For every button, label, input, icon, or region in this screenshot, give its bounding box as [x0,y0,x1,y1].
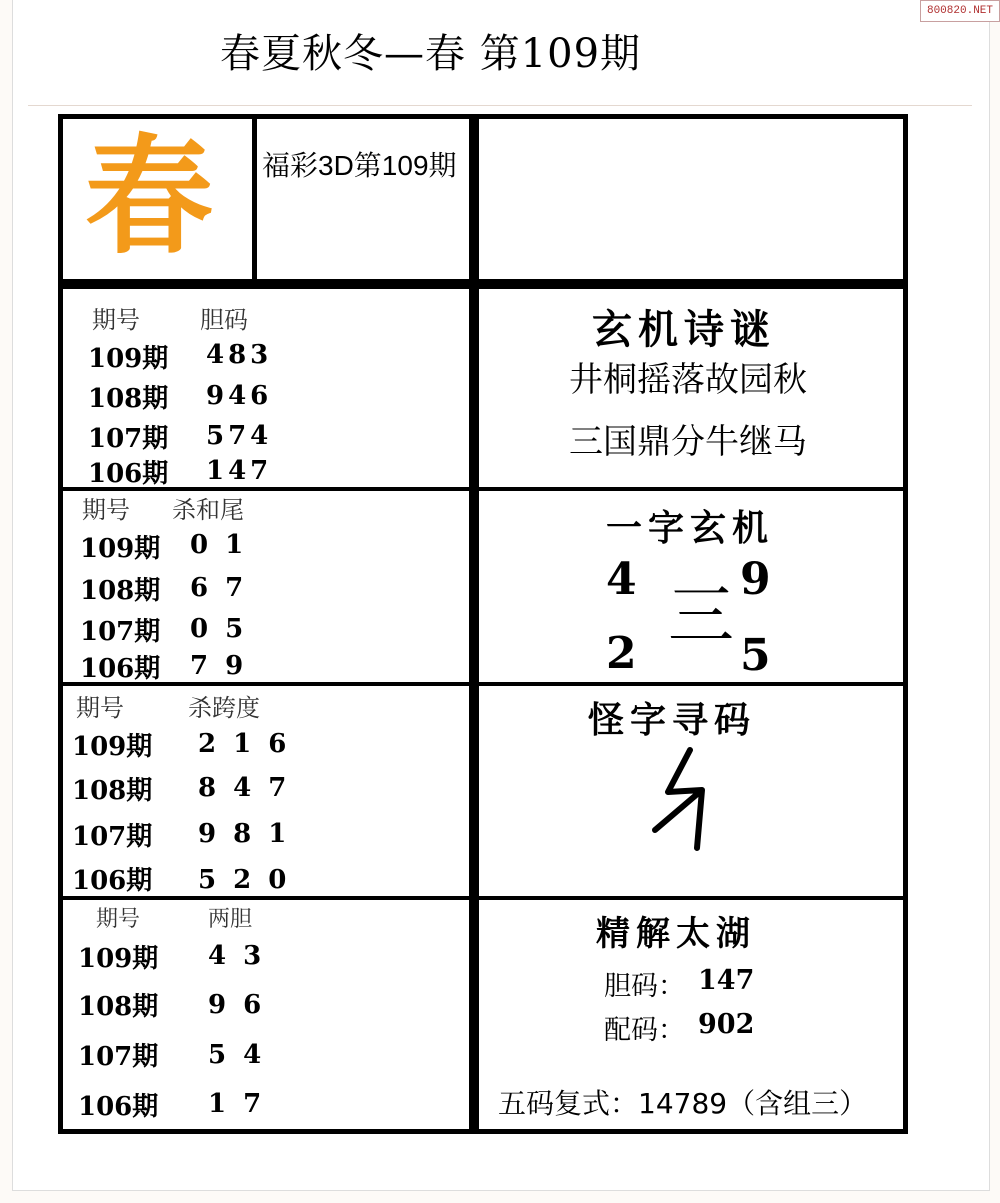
ld-period-108: 108期 [78,992,159,1022]
guaizi-title: 怪字寻码 [588,699,757,741]
skd-value-107: 9 8 1 [198,819,291,849]
shw-value-108: 6 7 [190,573,248,603]
ld-header-value: 两胆 [208,907,253,932]
dan-period-109: 109期 [88,344,169,374]
shw-period-108: 108期 [80,576,161,606]
row-divider-3 [58,682,908,686]
yizi-num-tr: 9 [740,554,771,605]
skd-period-107: 107期 [72,822,153,852]
shw-period-106: 106期 [80,654,161,684]
shw-value-107: 0 5 [190,614,248,644]
dan-value-107: 574 [206,421,273,451]
dan-period-107: 107期 [88,424,169,454]
season-char: 春 [85,122,214,272]
skd-period-109: 109期 [72,732,153,762]
dan-value-108: 946 [206,381,273,411]
title-divider [28,105,972,106]
site-watermark: 800820.NET [920,0,1000,22]
row-divider-1 [58,279,908,289]
dan-period-106: 106期 [88,459,169,489]
shw-value-106: 7 9 [190,651,248,681]
page-title: 春夏秋冬—春 第109期 [220,31,642,77]
ld-value-108: 9 6 [208,990,266,1020]
skd-header-period: 期号 [76,694,124,722]
yizi-title: 一字玄机 [606,507,775,549]
ld-value-107: 5 4 [208,1040,266,1070]
jingjie-title: 精解太湖 [596,914,756,954]
ld-period-106: 106期 [78,1092,159,1122]
dan-value-109: 483 [206,340,273,370]
jingjie-wuma: 五码复式：14789（含组三） [498,1087,868,1120]
strange-glyph-icon [640,740,730,860]
jingjie-pei-value: 902 [698,1009,755,1040]
shw-period-107: 107期 [80,617,161,647]
shw-period-109: 109期 [80,534,161,564]
ld-period-107: 107期 [78,1042,159,1072]
riddle-line-2: 三国鼎分牛继马 [569,422,807,462]
ld-period-109: 109期 [78,944,159,974]
shw-value-109: 0 1 [190,530,248,560]
jingjie-pei-label: 配码： [604,1015,685,1046]
yizi-center-char: 三 [668,577,734,654]
skd-period-106: 106期 [72,866,153,896]
skd-period-108: 108期 [72,776,153,806]
shw-header-period: 期号 [82,496,130,524]
skd-value-109: 2 1 6 [198,729,291,759]
riddle-line-1: 井桐摇落故园秋 [569,360,807,400]
skd-header-value: 杀跨度 [188,694,260,722]
jingjie-dan-value: 147 [698,965,755,996]
ld-header-period: 期号 [96,907,141,932]
center-divider [469,114,479,1134]
ld-value-109: 4 3 [208,941,266,971]
dan-header-value: 胆码 [200,306,248,334]
skd-value-106: 5 2 0 [198,865,291,895]
shw-header-value: 杀和尾 [172,496,244,524]
yizi-num-bl: 2 [606,628,637,679]
yizi-num-br: 5 [740,630,771,681]
jingjie-dan-label: 胆码： [604,971,685,1002]
ld-value-106: 1 7 [208,1089,266,1119]
row-divider-4 [58,896,908,900]
header-divider [252,114,257,284]
dan-header-period: 期号 [92,306,140,334]
dan-period-108: 108期 [88,384,169,414]
lottery-subtitle: 福彩3D第109期 [262,150,457,181]
yizi-num-tl: 4 [606,554,637,605]
riddle-title: 玄机诗谜 [592,306,776,353]
skd-value-108: 8 4 7 [198,773,291,803]
dan-value-106: 147 [206,456,273,486]
